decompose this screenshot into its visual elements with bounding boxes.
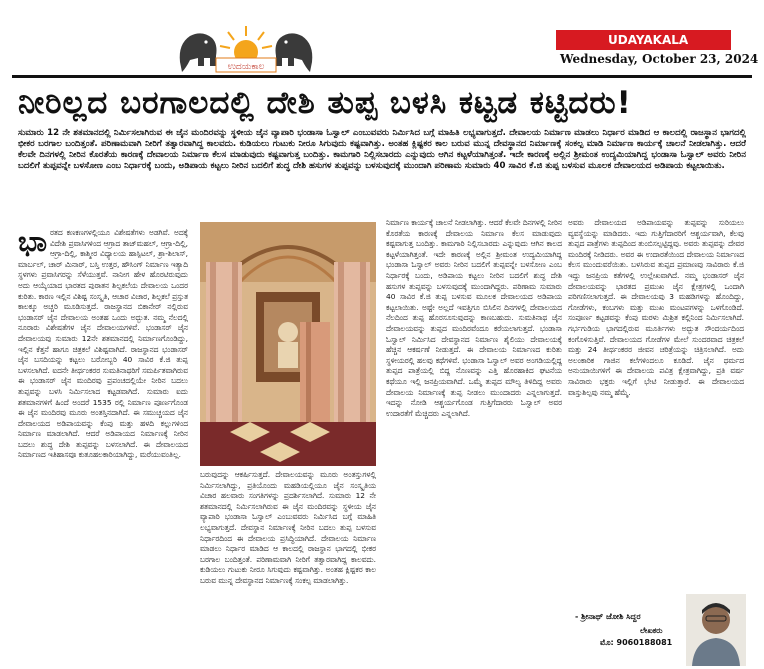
logo <box>176 22 316 74</box>
headline: ನೀರಿಲ್ಲದ ಬರಗಾಲದಲ್ಲಿ ದೇಶಿ ತುಪ್ಪ ಬಳಸಿ ಕಟ್ಟಡ ಕಟ್ಟಿದರು! <box>18 85 632 121</box>
brand-name: UDAYAKALA <box>608 33 689 47</box>
column-2: ಬರುವುದನ್ನು ಆಕರ್ಷಿಸುತ್ತದೆ. ದೇವಾಲಯವನ್ನು ಮೂರು ಅಂತಸ್ತುಗಳಲ್ಲಿ ನಿರ್ಮಿಸಲಾಗಿದ್ದು, ಪ್ರತಿಯೊಂದು ಮಹಡಿಯಲ್ಲಿಯೂ ಜೈನ ಸಂಸ್ಕೃತಿಯ ವಿಚಾರ ಹಲವಾರು ಸಂಗತಿಗಳನ್ನು ಪ್ರದರ್ಶಿಸಲಾಗಿದೆ. ಸುಮಾರು 12 ನೇ ಶತಮಾನದಲ್ಲಿ ನಿರ್ಮಿಸಲಾಗಿರುವ ಈ ಜೈನ ಮಂದಿರವನ್ನು ಸ್ಥಳೀಯ ಜೈನ ವ್ಯಾಪಾರಿ ಭಂಡಾಸಾ ಓಸ್ವಾಲ್ ಎಂಬುವವರು ನಿರ್ಮಿಸಿದ ಬಗ್ಗೆ ಮಾಹಿತಿ ಲಭ್ಯವಾಗುತ್ತದೆ. ದೇವಸ್ಥಾನ ನಿರ್ಮಾಣಕ್ಕೆ ನೀರಿನ ಬದಲು ತುಪ್ಪ ಬಳಸುವ ನಿರ್ಧಾರದಿಂದ ಈ ದೇವಾಲಯ ಪ್ರಸಿದ್ಧಿಯಾಗಿದೆ. ದೇವಾಲಯ ನಿರ್ಮಾಣ ಮಾಡಲು ನಿರ್ಧಾರ ಮಾಡಿದ ಆ ಕಾಲದಲ್ಲಿ ರಾಜಸ್ಥಾನ ಭಾಗದಲ್ಲಿ ಭೀಕರ ಬರಗಾಲ ಬಂದಿತ್ತಂತೆ. ಪರಿಣಾಮವಾಗಿ ನೀರಿಗೆ ತತ್ವಾರವಾಗಿದ್ದ ಕಾಲವದು. ಕುಡಿಯಲು ಗುಟುಕು ನೀರೂ ಸಿಗುವುದು ಕಷ್ಟವಾಗಿತ್ತು. ಅಂತಹ ಕ್ಲಿಷ್ಟಕರ ಕಾಲ ಬರುವ ಮುನ್ನ ದೇವಸ್ಥಾನದ ನಿರ್ಮಾಣಕ್ಕೆ ಸಂಕಲ್ಪ ಮಾಡಲಾಗಿತ್ತು. <box>200 470 376 585</box>
masthead <box>0 0 764 78</box>
column-3: ನಿರ್ಮಾಣ ಕಾರ್ಯಕ್ಕೆ ಚಾಲನೆ ನೀಡಲಾಗಿತ್ತು. ಆದರೆ ಕೆಲವೇ ದಿನಗಳಲ್ಲಿ ನೀರಿನ ಕೊರತೆಯ ಕಾರಣಕ್ಕೆ ದೇವಾಲಯ ನಿರ್ಮಾಣ ಕೆಲಸ ಮಾಡುವುದು ಕಷ್ಟವಾಗುತ್ತ ಬಂದಿತ್ತು. ಕಾಮಗಾರಿ ನಿಲ್ಲಿಸಬಾರದು ಎನ್ನುವುದು ಆಗಿನ ಕಾಲದ ಕಟ್ಟಳೆಯಾಗಿತ್ತಂತೆ. ಇದೇ ಕಾರಣಕ್ಕೆ ಅಲ್ಲಿನ ಶ್ರೀಮಂತ ಉದ್ಯಮಿಯಾಗಿದ್ದ ಭಂಡಾಸಾ ಓಸ್ವಾಲ್ ಅವರು ನೀರಿನ ಬದಲಿಗೆ ತುಪ್ಪವನ್ನೇ ಬಳಸೋಣ ಎಂಬ ನಿರ್ಧಾರಕ್ಕೆ ಬಂದು, ಅಡಿಪಾಯ ಕಟ್ಟಲು ನೀರಿನ ಬದಲಿಗೆ ಶುದ್ಧ ದೇಶಿ ಹಸುಗಳ ತುಪ್ಪವನ್ನು ಬಳಸುವುದಕ್ಕೆ ಮುಂದಾಗಿದ್ದರು. ಪರಿಣಾಮ ಸುಮಾರು 40 ಸಾವಿರ ಕೆ.ಜಿ ತುಪ್ಪ ಬಳಸುವ ಮೂಲಕ ದೇವಾಲಯದ ಅಡಿಪಾಯ ಕಟ್ಟಲಾಯಿತು. ಅಷ್ಟೇ ಅಲ್ಲದೆ ಇವತ್ತಿಗೂ ಬಿಸಿಲಿನ ದಿನಗಳಲ್ಲಿ ದೇವಾಲಯದ ನೆಲದಿಂದ ತುಪ್ಪ ಹೊರಸೂಸುವುದನ್ನು ಕಾಣಬಹುದು. ಸುಮತಿನಾಥ ಜೈನ ದೇವಾಲಯವನ್ನು ತುಪ್ಪದ ಮಂದಿರವೆಂದೂ ಕರೆಯಲಾಗುತ್ತದೆ. ಭಂಡಾಸಾ ಓಸ್ವಾಲ್ ನಿರ್ಮಿಸಿದ ದೇವಸ್ಥಾನದ ನಿರ್ಮಾಣ ಶೈಲಿಯು ದೇವಾಲಯಕ್ಕೆ ಹೆಚ್ಚಿನ ಆಕರ್ಷಣೆ ನೀಡುತ್ತದೆ. ಈ ದೇವಾಲಯ ನಿರ್ಮಾಣದ ಕುರಿತು ಸ್ಥಳೀಯರಲ್ಲಿ ಹಲವು ಕಥೆಗಳಿವೆ. ಭಂಡಾಸಾ ಓಸ್ವಾಲ್ ಅವರ ಅಂಗಡಿಯಲ್ಲಿದ್ದ ತುಪ್ಪದ ಪಾತ್ರೆಯಲ್ಲಿ ಬಿದ್ದ ನೊಣವನ್ನು ಎತ್ತಿ ಹೊರಹಾಕಿದ ಘಟನೆಯ ಕಥೆಯೂ ಇಲ್ಲಿ ಜನಪ್ರಿಯವಾಗಿದೆ. ಒಮ್ಮೆ ತುಪ್ಪದ ಮೌಲ್ಯ ತಿಳಿದಿದ್ದ ಅವರು ದೇವಾಲಯ ನಿರ್ಮಾಣಕ್ಕೆ ತುಪ್ಪ ನೀಡಲು ಮುಂದಾದರು ಎನ್ನಲಾಗುತ್ತದೆ. ಇದನ್ನು ನೋಡಿ ಆಶ್ಚರ್ಯಗೊಂಡ ಗುತ್ತಿಗೆದಾರರು ಓಸ್ವಾಲ್ ಅವರ ಉದಾರತೆಗೆ ಮೆಚ್ಚಿದರು ಎನ್ನಲಾಗಿದೆ. <box>386 218 562 418</box>
issue-date: Wednesday, October 23, 2024 <box>560 52 759 66</box>
column-4: ಅವರು ದೇವಾಲಯದ ಅಡಿಪಾಯವನ್ನು ತುಪ್ಪವನ್ನು ಸುರಿಯಲು ವ್ಯವಸ್ಥೆಯನ್ನು ಮಾಡಿದರು. ಇದು ಗುತ್ತಿಗೆದಾರರಿಗೆ ಆಶ್ಚರ್ಯವಾಗಿ, ಕೆಲವು ತುಪ್ಪದ ಪಾತ್ರೆಗಳು ತುಪ್ಪದಿಂದ ತುಂಬಿಸಲ್ಪಟ್ಟಿದ್ದವು. ಅವರು ತುಪ್ಪವನ್ನು ದೇವರ ಮಂದಿರಕ್ಕೆ ನೀಡಿದರು. ಅವರ ಈ ಉದಾರತೆಯಿಂದ ದೇವಾಲಯ ನಿರ್ಮಾಣದ ಕೆಲಸ ಮುಂದುವರೆಯಿತು. ಬಳಸಿರುವ ತುಪ್ಪದ ಪ್ರಮಾಣವು ಸಾವಿರಾರು ಕೆ.ಜಿ ಇದ್ದು ಜನಪ್ರಿಯ ಕತೆಗಳಲ್ಲಿ ಉಲ್ಲೇಖವಾಗಿದೆ. ನಮ್ಮ ಭಂಡಾಸರ್ ಜೈನ ದೇವಾಲಯವನ್ನು ಭಾರತದ ಪ್ರಮುಖ ಜೈನ ಕ್ಷೇತ್ರಗಳಲ್ಲಿ ಒಂದಾಗಿ ಪರಿಗಣಿಸಲಾಗುತ್ತದೆ. ಈ ದೇವಾಲಯವು 3 ಮಹಡಿಗಳನ್ನು ಹೊಂದಿದ್ದು, ಗೋಡೆಗಳು, ಕಂಬಗಳು ಮತ್ತು ಮುಖ ಮಂಟಪಗಳನ್ನು ಒಳಗೊಂಡಿದೆ. ಸಂಪೂರ್ಣ ಕಟ್ಟಡವನ್ನು ಕೆಂಪು ಮರಳು ಮಿಶ್ರಿತ ಕಲ್ಲಿನಿಂದ ನಿರ್ಮಿಸಲಾಗಿದೆ. ಗರ್ಭಗುಡಿಯ ಭಾಗದಲ್ಲಿರುವ ಮೂರ್ತಿಗಳು ಅದ್ಭುತ ಸೌಂದರ್ಯದಿಂದ ಕಂಗೊಳಿಸುತ್ತಿವೆ. ದೇವಾಲಯದ ಗೋಡೆಗಳ ಮೇಲೆ ಸುಂದರವಾದ ಚಿತ್ರಕಲೆ ಮತ್ತು 24 ತೀರ್ಥಂಕರರ ಜೀವನ ಚರಿತ್ರೆಯನ್ನು ಚಿತ್ರಿಸಲಾಗಿದೆ. ಅದು ಅಲಂಕಾರಿಕ ಗಾಜಿನ ಕಲೆಗಳಿಂದಲೂ ಕೂಡಿದೆ. ಜೈನ ಧರ್ಮದ ಅನುಯಾಯಿಗಳಿಗೆ ಈ ದೇವಾಲಯ ಪವಿತ್ರ ಕ್ಷೇತ್ರವಾಗಿದ್ದು, ಪ್ರತಿ ವರ್ಷ ಸಾವಿರಾರು ಭಕ್ತರು ಇಲ್ಲಿಗೆ ಭೇಟಿ ನೀಡುತ್ತಾರೆ. ಈ ದೇವಾಲಯದ ವಾಸ್ತುಶಿಲ್ಪವು ನಮ್ಮ ಹೆಮ್ಮೆ. <box>568 218 744 397</box>
author-name: - ಶ್ರೀನಾಥ್ ಜೋಶಿ ಸಿದ್ದರ <box>575 612 641 621</box>
lead-paragraph: ಸುಮಾರು 12 ನೇ ಶತಮಾನದಲ್ಲಿ ನಿರ್ಮಿಸಲಾಗಿರುವ ಈ ಜೈನ ಮಂದಿರವನ್ನು ಸ್ಥಳೀಯ ಜೈನ ವ್ಯಾಪಾರಿ ಭಂಡಾಸಾ ಓಸ್ವಾಲ್ ಎಂಬುವವರು ನಿರ್ಮಿಸಿದ ಬಗ್ಗೆ ಮಾಹಿತಿ ಲಭ್ಯವಾಗುತ್ತದೆ. ದೇವಾಲಯ ನಿರ್ಮಾಣ ಮಾಡಲು ನಿರ್ಧಾರ ಮಾಡಿದ ಆ ಕಾಲದಲ್ಲಿ ರಾಜಸ್ಥಾನ ಭಾಗದಲ್ಲಿ ಭೀಕರ ಬರಗಾಲ ಬಂದಿತ್ತಂತೆ. ಪರಿಣಾಮವಾಗಿ ನೀರಿಗೆ ತತ್ವಾರವಾಗಿದ್ದ ಕಾಲವದು. ಕುಡಿಯಲು ಗುಟುಕು ನೀರೂ ಸಿಗುವುದು ಕಷ್ಟವಾಗಿತ್ತು. ಅಂತಹ ಕ್ಲಿಷ್ಟಕರ ಕಾಲ ಬರುವ ಮುನ್ನ ದೇವಸ್ಥಾನದ ನಿರ್ಮಾಣಕ್ಕೆ ಸಂಕಲ್ಪ ಮಾಡಿ ನಿರ್ಮಾಣ ಕಾರ್ಯಕ್ಕೆ ಚಾಲನೆ ನೀಡಲಾಗಿತ್ತು. ಆದರೆ ಕೆಲವೇ ದಿನಗಳಲ್ಲಿ ನೀರಿನ ಕೊರತೆಯ ಕಾರಣಕ್ಕೆ ದೇವಾಲಯ ನಿರ್ಮಾಣ ಕೆಲಸ ಮಾಡುವುದು ಕಷ್ಟವಾಗುತ್ತ ಬಂದಿತ್ತು. ಕಾಮಗಾರಿ ನಿಲ್ಲಿಸಬಾರದು ಎನ್ನುವುದು ಆಗಿನ ಕಟ್ಟಳೆಯಾಗಿತ್ತಂತೆ. ಇದೇ ಕಾರಣಕ್ಕೆ ಅಲ್ಲಿನ ಶ್ರೀಮಂತ ಉದ್ಯಮಿಯಾಗಿದ್ದ ಭಂಡಾಸಾ ಓಸ್ವಾಲ್ ಅವರು ನೀರಿನ ಬದಲಿಗೆ ತುಪ್ಪವನ್ನೇ ಬಳಸೋಣ ಎಂಬ ನಿರ್ಧಾರಕ್ಕೆ ಬಂದು, ಅಡಿಪಾಯ ಕಟ್ಟಲು ನೀರಿನ ಬದಲಿಗೆ ಶುದ್ಧ ದೇಶಿ ಹಸುಗಳ ತುಪ್ಪವನ್ನು ಬಳಸುವುದಕ್ಕೆ ಮುಂದಾಗಿ ಪರಿಣಾಮ ಸುಮಾರು 40 ಸಾವಿರ ಕೆ.ಜಿ ತುಪ್ಪ ಬಳಸುವ ಮೂಲಕ ದೇವಾಲಯದ ಅಡಿಪಾಯ ಕಟ್ಟಲಾಯಿತು. <box>18 128 746 171</box>
elephant-left-icon <box>180 33 217 72</box>
author-role: ಲೇಖಕರು <box>640 626 663 635</box>
temple-photo <box>200 222 376 466</box>
masthead-rule <box>12 75 752 78</box>
author-photo <box>686 594 746 666</box>
svg-text:ಉದಯಕಾಲ: ಉದಯಕಾಲ <box>227 62 265 72</box>
column-1-text: ರತದ ಕಣಕಣಗಳಲ್ಲಿಯೂ ವಿಶೇಷತೆಗಳು ಅಡಗಿವೆ. ಅದಕ್ಕೆ ವಿದೇಶಿ ಪ್ರವಾಸಿಗಳಿಂದ ಆಗ್ರಾದ ತಾಜ್‌ಮಹಲ್, ಆಗ್ರಾ-ದಿಲ್ಲಿ, ಆಗ್ರಾ-ದಿಲ್ಲಿ, ಕಾಶ್ಮೀರ ವಿಧ್ಯಾಲಯ ಹಾಸ್ಪಿಟಲ್, ಶ್ರಾ-ಶಿಲಾಸ್, ಮಾರ್ಬಲ್, ಚಾರ್ ಮಿನಾರ್, ಬಸ್ತಿ ಉತ್ತರ, ಹೌಸಿಂಗ್ ನಿರ್ಮಾಣ ಇತ್ಯಾದಿ ಸ್ಥಳಗಳು ಪ್ರವಾಸಿಗರನ್ನು ಸೆಳೆಯುತ್ತವೆ. ನಾನೀಗ ಹೇಳ ಹೊರಟಿರುವುದು ಅದು ಆಯ್ಕೆಯಾದ ಭಾರತದ ಪುರಾತನ ಶಿಲ್ಪಕಲೆಯ ದೇವಾಲಯ ಒಂದರ ಕುರಿತು. ಕಾರಣ ಇಲ್ಲಿನ ವಿಶಿಷ್ಟ ಸಂಸ್ಕೃತಿ, ಆಚಾರ ವಿಚಾರ, ಶಿಲ್ಪಕಲೆ ಪ್ರಸ್ತುತ ಕಾಲಕ್ಕೂ ಅಚ್ಚರಿ ಮೂಡಿಸುತ್ತದೆ. ರಾಜಸ್ಥಾನದ ಬಿಕಾನೇರ್ ನಲ್ಲಿರುವ ಭಂಡಾಸರ್ ಜೈನ ದೇವಾಲಯ ಅಂತಹ ಒಂದು ಅದ್ಭುತ. ನಮ್ಮ ನೆಲದಲ್ಲಿ ನೂರಾರು ವಿಶೇಷತೆಗಳ ಜೈನ ದೇವಾಲಯಗಳಿವೆ. ಭಂಡಾಸರ್ ಜೈನ ದೇವಾಲಯವು ಸುಮಾರು 12ನೇ ಶತಮಾನದಲ್ಲಿ ನಿರ್ಮಾಣಗೊಂಡಿದ್ದು, ಇಲ್ಲಿನ ಕೆತ್ತನೆ ಹಾಗೂ ಚಿತ್ರಕಲೆ ವಿಶಿಷ್ಟವಾಗಿದೆ. ರಾಜಸ್ಥಾನದ ಭಂಡಾಸರ್ ಜೈನ ಬಸದಿಯನ್ನು ಕಟ್ಟಲು ಬರೋಬ್ಬರಿ 40 ಸಾವಿರ ಕೆ.ಜಿ ತುಪ್ಪ ಬಳಸಲಾಗಿದೆ. ಐದನೇ ತೀರ್ಥಂಕರರ ಸುಮತಿನಾಥರಿಗೆ ಸಮರ್ಪಿತವಾಗಿರುವ ಈ ಭಂಡಾಸರ್ ಜೈನ ಮಂದಿರವು ಪ್ರಪಂಚದಲ್ಲಿಯೇ ನೀರಿನ ಬದಲು ತುಪ್ಪವನ್ನು ಬಳಸಿ ನಿರ್ಮಿಸಲಾದ ಕಟ್ಟಡವಾಗಿದೆ. ಸುಮಾರು ಐದು ಶತಮಾನಗಳಿಗೆ ಹಿಂದೆ ಅಂದರೆ 1535 ರಲ್ಲಿ ನಿರ್ಮಾಣ ಪೂರ್ಣಗೊಂಡ ಈ ಜೈನ ಮಂದಿರವು ಮೂರು ಅಂತಸ್ತಿನದಾಗಿದೆ. ಈ ಸಮುಚ್ಚಯದ ಜೈನ ದೇವಾಲಯದ ಅಡಿಪಾಯವನ್ನು ಕೆಂಪು ಮತ್ತು ಹಳದಿ ಕಲ್ಲುಗಳಿಂದ ನಿರ್ಮಾಣ ಮಾಡಲಾಗಿದೆ. ಆದರೆ ಅಡಿಪಾಯದ ನಿರ್ಮಾಣಕ್ಕೆ ನೀರಿನ ಬದಲು ಶುದ್ಧ ದೇಶಿ ತುಪ್ಪವನ್ನು ಬಳಸಲಾಗಿದೆ. ಈ ದೇವಾಲಯದ ನಿರ್ಮಾಣದ ಇತಿಹಾಸವೂ ಕುತೂಹಲಕಾರಿಯಾಗಿದ್ದು, ಮರೆಯುವಂತಿಲ್ಲ. <box>18 228 188 460</box>
author-phone: ಮೊ: 9060188081 <box>600 638 673 647</box>
column-1 <box>18 228 188 668</box>
elephant-right-icon <box>276 33 313 72</box>
drop-cap: ಭಾ <box>18 228 48 258</box>
